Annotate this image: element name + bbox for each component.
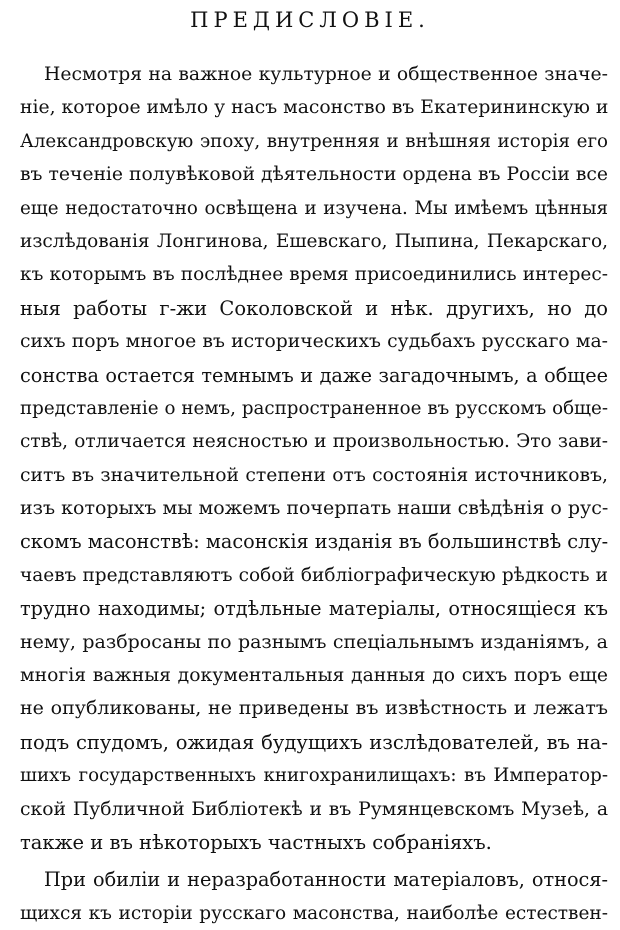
- paragraph-2: [20, 863, 608, 930]
- text-line: изъ которыхъ мы можемъ почерпать наши свѣдѣнія о рус-: [20, 497, 608, 520]
- text-line: еще недостаточно освѣщена и изучена. Мы имѣемъ цѣнныя: [20, 197, 608, 219]
- text-line: При обиліи и неразработанности матеріаловъ, относя-: [44, 868, 608, 892]
- text-line: скомъ масонствѣ: масонскія изданія въ большинствѣ слу-: [20, 530, 608, 554]
- text-line: многія важныя документальныя данныя до сихъ поръ еще: [20, 665, 608, 687]
- text-line: нему, разбросаны по разнымъ спеціальнымъ изданіямъ, а: [20, 630, 608, 653]
- text-line: сонства остается темнымъ и даже загадочнымъ, а общее: [20, 363, 608, 387]
- text-line: щихся къ исторіи русскаго масонства, наиболѣе естествен-: [20, 902, 608, 924]
- text-line: ситъ въ значительной степени отъ состоянія источниковъ,: [20, 464, 608, 486]
- text-line: Несмотря на важное культурное и общественное значе-: [44, 64, 608, 85]
- text-line: представленіе о немъ, распространенное въ русскомъ обще-: [20, 397, 608, 419]
- text-line: шихъ государственныхъ книгохранилищахъ: въ Император-: [20, 765, 608, 787]
- text-line: не опубликованы, не приведены въ извѣстность и лежатъ: [20, 697, 608, 720]
- text-line: въ теченіе полувѣковой дѣятельности ордена въ Россіи все: [20, 164, 608, 186]
- text-line: ніе, которое имѣло у насъ масонство въ Екатерининскую и: [20, 97, 608, 119]
- page-title: ПРЕДИСЛОВІЕ.: [190, 8, 430, 32]
- text-line: Александровскую эпоху, внутренняя и внѣшняя исторія его: [20, 130, 608, 152]
- text-line: подъ спудомъ, ожидая будущихъ изслѣдователей, въ на-: [20, 730, 608, 754]
- text-line: ствѣ, отличается неясностью и произвольностью. Это зави-: [20, 431, 608, 453]
- text-line: чаевъ представляютъ собой библіографическую рѣдкость и: [20, 564, 608, 586]
- text-line: сихъ поръ многое въ историческихъ судьбахъ русскаго ма-: [20, 331, 608, 353]
- text-line: ской Публичной Библіотекѣ и въ Румянцевскомъ Музеѣ, а: [20, 798, 608, 820]
- text-line: изслѣдованія Лонгинова, Ешевскаго, Пыпина, Пекарскаго,: [20, 230, 608, 252]
- text-line: къ которымъ въ послѣднее время присоединились интерес-: [20, 264, 608, 286]
- text-line: также и въ нѣкоторыхъ частныхъ собраніяхъ.: [20, 830, 492, 854]
- body-text: [20, 58, 608, 930]
- text-line: ныя работы г-жи Соколовской и нѣк. другихъ, но до: [20, 296, 608, 320]
- text-line: трудно находимы; отдѣльные матеріалы, относящіеся къ: [20, 597, 608, 621]
- paragraph-1: [20, 58, 608, 859]
